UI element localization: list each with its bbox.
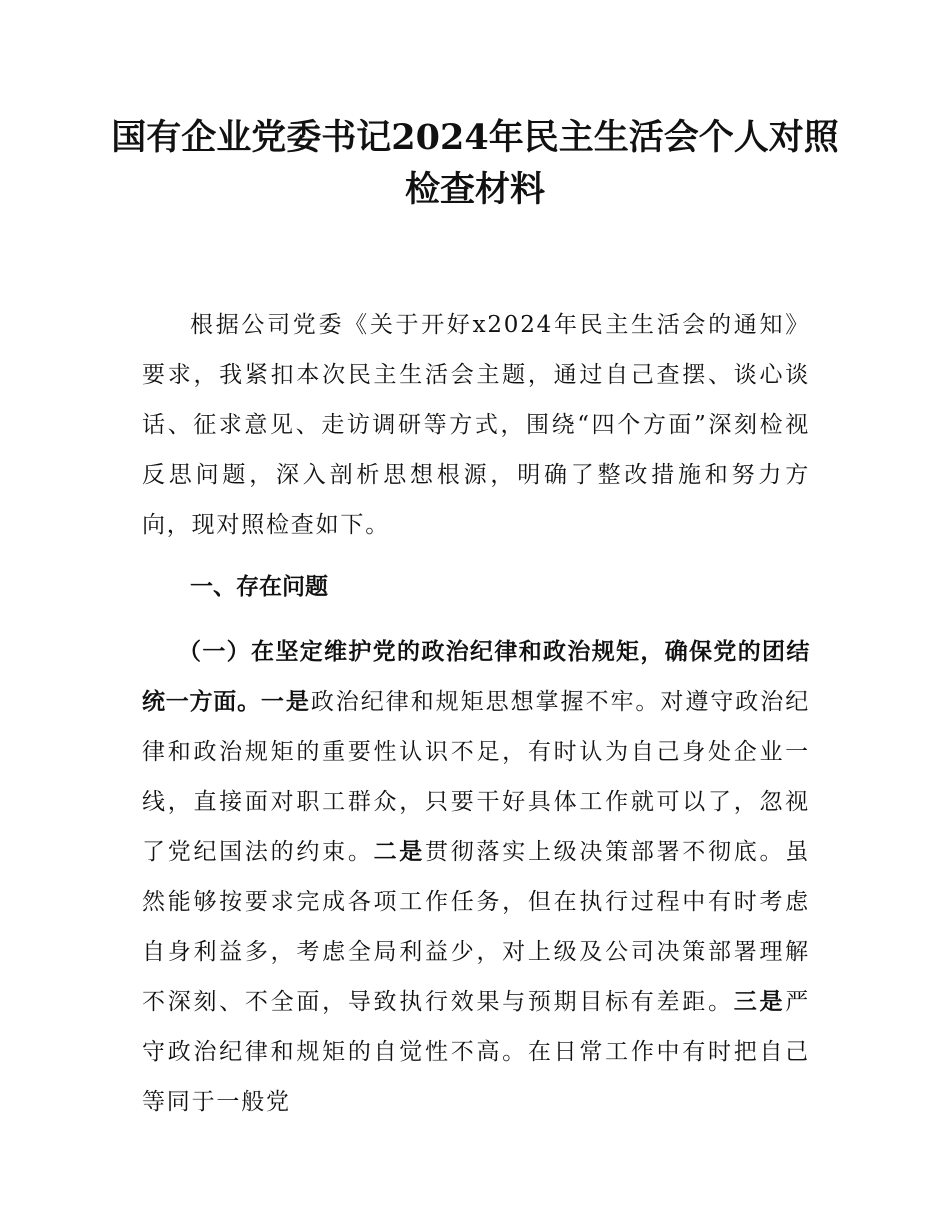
point-text-2: 贯彻落实上级决策部署不彻底。虽然能够按要求完成各项工作任务，但在执行过程中有时考虑自身利益多，考虑全局利益少，对上级及公司决策部署理解不深刻、不全面，导致执行效果与预期目标有差距。 <box>142 839 811 1015</box>
point-label-1: 一是 <box>260 689 311 715</box>
section-heading: 一、存在问题 <box>190 574 328 600</box>
point-label-2: 二是 <box>373 839 426 865</box>
document-title: 国有企业党委书记2024年民主生活会个人对照检查材料 <box>111 117 839 210</box>
intro-paragraph: 根据公司党委《关于开好x2024年民主生活会的通知》要求，我紧扣本次民主生活会主题，通过自己查摆、谈心谈话、征求意见、走访调研等方式，围绕“四个方面”深刻检视反思问题，深入剖析思想根源，明确了整改措施和努力方向，现对照检查如下。 <box>142 312 810 538</box>
point-text-1: 政治纪律和规矩思想掌握不牢。对遵守政治纪律和政治规矩的重要性认识不足，有时认为自己身处企业一线，直接面对职工群众，只要干好具体工作就可以了，忽视了党纪国法的约束。 <box>142 689 811 865</box>
subsection-heading: （一）在坚定维护党的政治纪律和政治规矩，确保党的团结统一方面。 <box>142 639 810 715</box>
point-label-3: 三是 <box>733 989 786 1015</box>
subsection-paragraph <box>142 627 810 1127</box>
point-text-3: 严守政治纪律和规矩的自觉性不高。在日常工作中有时把自己等同于一般党 <box>142 989 810 1115</box>
